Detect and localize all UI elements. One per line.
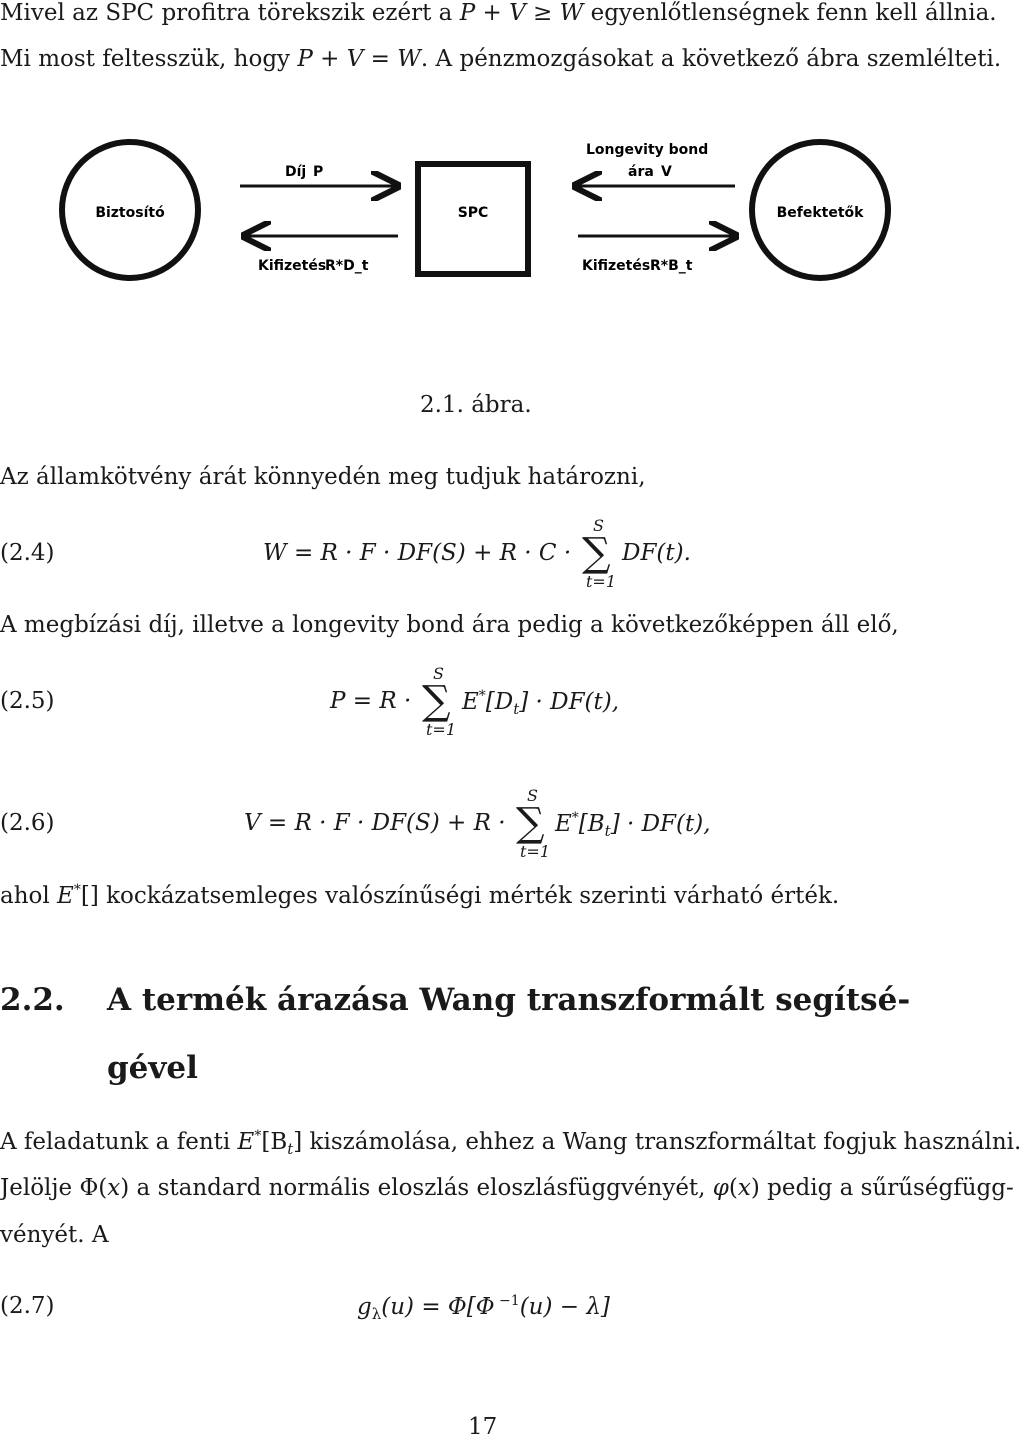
section-title-line-1: A termék árazása Wang transzformált segítsé-	[107, 982, 911, 1018]
premium-label: Díj	[285, 164, 307, 180]
math-op: ≥	[525, 0, 560, 26]
math-op: +	[312, 46, 347, 72]
eq25-right: $E^*[D_t] \cdot DF(t)$,	[462, 688, 620, 718]
insurer-label: Biztosító	[95, 205, 165, 221]
paragraph-4-line-3: vényét. A	[0, 1222, 109, 1248]
intro-text: Mi most feltesszük, hogy	[0, 46, 298, 72]
eq-number: (2.7)	[0, 1293, 55, 1319]
figure-caption: 2.1. ábra.	[420, 392, 532, 418]
eq25-left: P = R ·	[330, 688, 412, 714]
page-number: 17	[468, 1414, 498, 1440]
math-op: =	[363, 46, 398, 72]
paragraph-4-line-1: A feladatunk a fenti $E^*[B_t]$ kiszámolása, ehhez a Wang transzformáltat fogjuk használni.	[0, 1128, 1021, 1158]
intro-text: egyenlőtlenségnek fenn kell állnia.	[583, 0, 997, 26]
intro-line-2	[0, 46, 1001, 72]
investors-label: Befektetők	[776, 205, 864, 221]
spc-label: SPC	[457, 205, 489, 221]
eq24-left: W = R · F · DF(S) + R · C ·	[263, 540, 572, 566]
sum-sign: ∑	[516, 800, 545, 846]
premium-var: P	[313, 164, 324, 180]
payout-left-var: R*D_t	[325, 258, 369, 274]
paragraph-3: ahol E*[] kockázatsemleges valószínűségi mérték szerinti várható érték.	[0, 882, 840, 909]
math-op: +	[475, 0, 510, 26]
eq-number: (2.4)	[0, 540, 55, 566]
intro-text: . A pénzmozgásokat a következő ábra szemlélteti.	[420, 46, 1002, 72]
section-title-line-2: gével	[107, 1050, 198, 1086]
math-var: W	[559, 0, 584, 26]
cashflow-diagram	[0, 110, 960, 310]
math-var: P	[297, 46, 313, 72]
sum-lower: t=1	[520, 842, 551, 861]
sum-lower: t=1	[426, 720, 457, 739]
sum-sign: ∑	[422, 678, 451, 724]
sum-upper: S	[433, 664, 444, 683]
sum-upper: S	[593, 516, 604, 535]
paragraph-2: A megbízási díj, illetve a longevity bond ára pedig a következőképpen áll elő,	[0, 612, 899, 638]
eq26-right: $E^*[B_t] \cdot DF(t)$,	[555, 810, 711, 840]
eq26-left: V = R · F · DF(S) + R ·	[244, 810, 506, 836]
payout-right-var: R*B_t	[650, 258, 693, 274]
intro-text: Mivel az SPC profitra törekszik ezért a	[0, 0, 460, 26]
sum-lower: t=1	[586, 572, 617, 591]
paragraph-4-line-2: Jelölje Φ(x) a standard normális eloszlás eloszlásfüggvényét, φ(x) pedig a sűrűségfügg-	[0, 1175, 1014, 1201]
sum-sign: ∑	[582, 530, 611, 576]
bond-price-label: Longevity bond	[586, 142, 709, 158]
eq27: $g_\lambda(u) = \Phi[\Phi$ $^{-1}$(u) − λ]	[357, 1293, 610, 1323]
section-number: 2.2.	[0, 982, 65, 1018]
eq-number: (2.6)	[0, 810, 55, 836]
bond-price-var: V	[661, 164, 672, 180]
payout-left-label: Kifizetés	[258, 258, 327, 274]
eq24-right: DF(t).	[622, 540, 691, 566]
eq-number: (2.5)	[0, 688, 55, 714]
math-var: W	[397, 46, 421, 72]
sum-upper: S	[527, 786, 538, 805]
bond-price-label-2: ára	[628, 164, 654, 180]
math-var: P	[459, 0, 476, 26]
payout-right-label: Kifizetés	[582, 258, 651, 274]
paragraph-1: Az államkötvény árát könnyedén meg tudjuk határozni,	[0, 464, 646, 490]
intro-line-1	[0, 0, 997, 26]
math-var: V	[509, 0, 526, 26]
math-var: V	[346, 46, 364, 72]
